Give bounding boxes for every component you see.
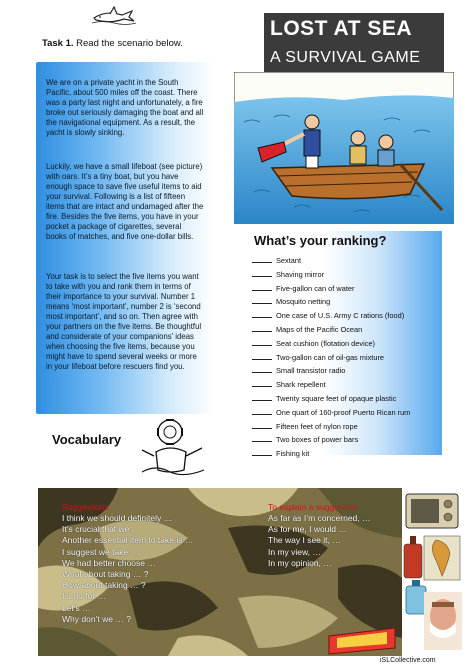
rank-blank[interactable] — [252, 351, 272, 360]
ranking-item — [252, 337, 410, 351]
ranking-item-label: Mosquito netting — [276, 297, 331, 307]
lifeboat-illustration — [234, 72, 454, 224]
survival-items-pictures — [402, 488, 462, 658]
ranking-item-label: Two boxes of power bars — [276, 435, 359, 445]
ranking-item-label: Shark repellent — [276, 380, 326, 390]
phrase: It’s crucial that we … — [62, 524, 141, 535]
ranking-item — [252, 351, 410, 365]
rank-blank[interactable] — [252, 337, 272, 346]
vocabulary-title: Vocabulary — [52, 432, 122, 447]
ranking-item — [252, 254, 410, 268]
lifebuoy-cartoon-icon — [136, 412, 210, 478]
rank-blank[interactable] — [252, 295, 272, 304]
explain-heading: To explain a suggestion — [268, 502, 357, 512]
page-title: LOST AT SEA — [270, 17, 412, 40]
rank-blank[interactable] — [252, 364, 272, 373]
phrase: Why don’t we … ? — [62, 613, 131, 624]
ranking-item-label: Twenty square feet of opaque plastic — [276, 393, 397, 403]
ranking-item — [252, 392, 410, 406]
rank-blank[interactable] — [252, 406, 272, 415]
ranking-item — [252, 420, 410, 434]
scenario-paragraph-1: We are on a private yacht in the South Pacific, about 500 miles off the coast. There was a party last night and unfortunately, a fire broke out seriously damaging the boat and all the navigational equipment. As a result, the yacht is slowly sinking. — [46, 78, 204, 137]
rank-blank[interactable] — [252, 447, 272, 456]
ranking-item — [252, 364, 410, 378]
scenario-paragraph-2: Luckily, we have a small lifeboat (see picture) with oars. It’s a tiny boat, but you have enough space to save five useful items to aid your survival. Following is a list of fifteen items that are intact and undamaged after the fire. Besides the five items, you have in your pocket a package of cigarettes, several books of matches, and five one-dollar bills. — [46, 162, 204, 241]
ranking-item — [252, 433, 410, 447]
rank-blank[interactable] — [252, 378, 272, 387]
ranking-list — [252, 254, 410, 461]
phrase: I’d go for … — [62, 591, 106, 602]
bottle-icon — [404, 536, 422, 578]
phrase: As far as I’m concerned, … — [268, 513, 371, 523]
ranking-item — [252, 295, 410, 309]
rank-blank[interactable] — [252, 282, 272, 291]
ranking-item — [252, 447, 410, 461]
phrase: I think we should definitely … — [62, 513, 173, 523]
ranking-item-label: Small transistor radio — [276, 366, 346, 376]
phrase: I suggest we take … — [62, 546, 140, 557]
phrase: Another essential item to take is … — [62, 535, 194, 546]
ranking-item-label: Sextant — [276, 256, 302, 265]
phrase: How about taking … ? — [62, 580, 146, 591]
ranking-item-label: One quart of 160-proof Puerto Rican rum — [276, 407, 411, 417]
task-label: Task 1. — [42, 38, 74, 49]
rank-blank[interactable] — [252, 254, 272, 263]
power-bar-icon — [327, 626, 397, 656]
ranking-item-label: Fishing kit — [276, 449, 310, 459]
rank-blank[interactable] — [252, 420, 272, 429]
rank-blank[interactable] — [252, 323, 272, 332]
phrase: As for me, I would … — [268, 524, 347, 535]
phrase: In my opinion, … — [268, 557, 332, 568]
ranking-item — [252, 268, 410, 282]
footer-watermark: iSLCollective.com — [380, 657, 436, 664]
jug-icon — [406, 580, 426, 614]
map-icon — [424, 536, 460, 580]
phrase: What about taking … ? — [62, 569, 149, 580]
rank-blank[interactable] — [252, 392, 272, 401]
phrase: The way I see it, … — [268, 535, 341, 546]
ranking-item-label: Two-gallon can of oil-gas mixture — [276, 352, 385, 362]
task-text: Read the scenario below. — [76, 38, 183, 49]
task-instruction — [42, 38, 183, 49]
ranking-item — [252, 323, 410, 337]
ranking-item — [252, 378, 410, 392]
phrase: We had better choose … — [62, 557, 156, 568]
ranking-item-label: Seat cushion (flotation device) — [276, 338, 376, 348]
shaving-man-icon — [424, 592, 462, 650]
ranking-item — [252, 406, 410, 420]
rank-blank[interactable] — [252, 433, 272, 442]
scenario-panel — [36, 62, 214, 414]
shark-icon — [92, 6, 136, 26]
ranking-item — [252, 282, 410, 296]
rank-blank[interactable] — [252, 309, 272, 318]
ranking-item-label: Fifteen feet of nylon rope — [276, 421, 358, 431]
ranking-title: What’s your ranking? — [254, 233, 387, 248]
ranking-item-label: Shaving mirror — [276, 269, 325, 279]
explain-column — [268, 502, 371, 569]
ranking-item-label: Five-gallon can of water — [276, 283, 355, 293]
ranking-item-label: Maps of the Pacific Ocean — [276, 324, 363, 334]
radio-icon — [406, 494, 458, 528]
title-banner — [264, 13, 444, 75]
scenario-paragraph-3: Your task is to select the five items you want to take with you and rank them in terms of their importance to your survival. Number 1 means ‘most important’, number 2 is ‘second most important’, and so on. Then agree with your partners on the five items. Be thoughtful and considerate of your companions’ ideas when choosing the five items, because you might have to spend several weeks or more in your lifeboat before rescuers find you. — [46, 272, 202, 371]
phrase: Let’s … — [62, 602, 91, 613]
phrase: In my view, … — [268, 546, 321, 557]
suggestions-heading: Suggestions — [62, 502, 109, 512]
ranking-item-label: One case of U.S. Army C rations (food) — [276, 311, 405, 321]
ranking-item — [252, 309, 410, 323]
page-subtitle: A SURVIVAL GAME — [270, 49, 421, 66]
rank-blank[interactable] — [252, 268, 272, 277]
ranking-panel — [226, 231, 442, 459]
suggestions-column — [62, 502, 193, 625]
